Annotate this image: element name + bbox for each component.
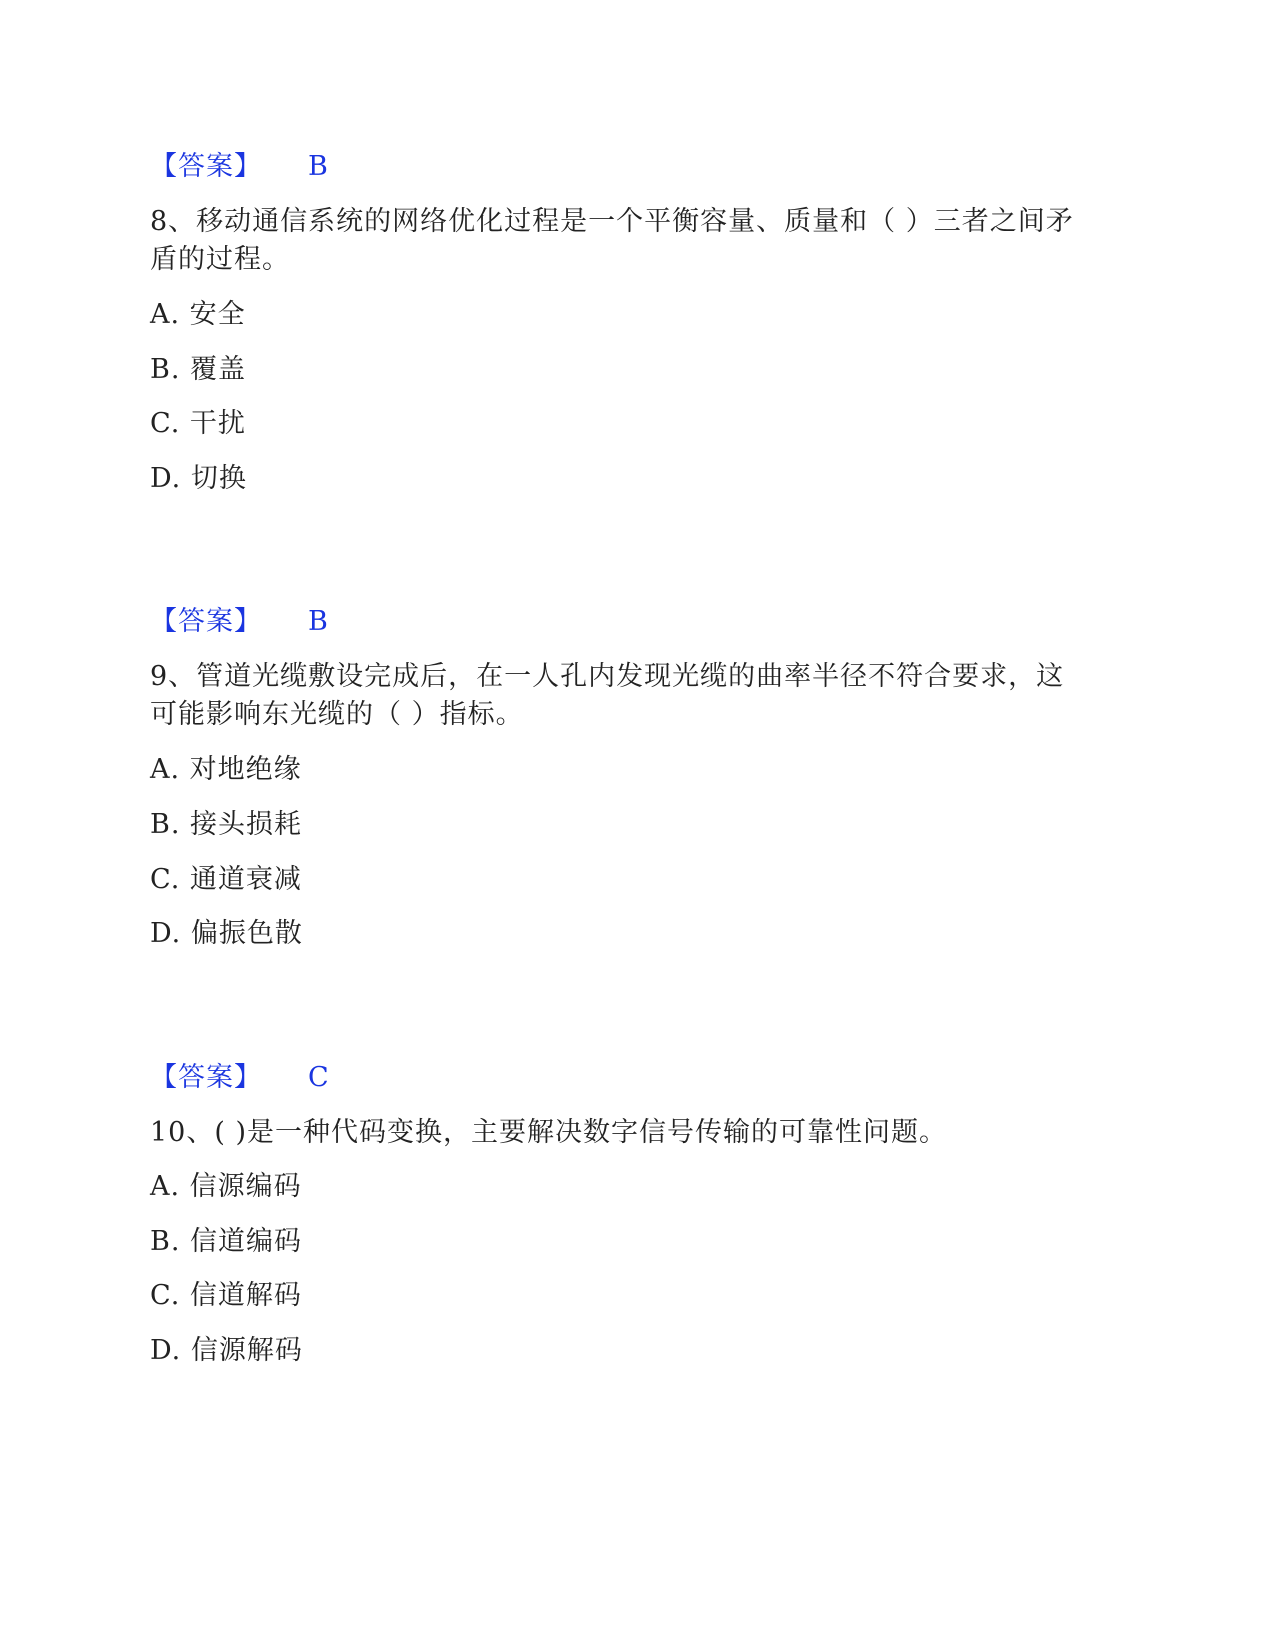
question-stem: 9、管道光缆敷设完成后，在一人孔内发现光缆的曲率半径不符合要求，这: [150, 661, 1065, 692]
answer-value: B: [308, 151, 329, 182]
question-stem: 10、( )是一种代码变换，主要解决数字信号传输的可靠性问题。: [150, 1117, 948, 1148]
question-stem: 可能影响东光缆的（ ）指标。: [150, 699, 524, 730]
answer-label: 【答案】: [150, 151, 262, 182]
option-c: C. 信道解码: [150, 1280, 302, 1311]
option-c: C. 干扰: [150, 408, 246, 439]
answer-value: B: [308, 606, 329, 637]
option-a: A. 信源编码: [150, 1171, 302, 1202]
answer-line: [150, 602, 329, 642]
question-stem: 8、移动通信系统的网络优化过程是一个平衡容量、质量和（ ）三者之间矛: [150, 206, 1074, 237]
option-d: D. 信源解码: [150, 1335, 303, 1366]
option-d: D. 偏振色散: [150, 918, 303, 949]
question-stem: 盾的过程。: [150, 244, 290, 275]
answer-line: [150, 147, 329, 187]
option-d: D. 切换: [150, 463, 247, 494]
option-b: B. 信道编码: [150, 1226, 303, 1257]
option-c: C. 通道衰减: [150, 864, 302, 895]
answer-label: 【答案】: [150, 1062, 262, 1093]
option-b: B. 覆盖: [150, 354, 247, 385]
answer-line: [150, 1058, 330, 1098]
answer-value: C: [308, 1062, 330, 1093]
option-a: A. 安全: [150, 299, 246, 330]
option-a: A. 对地绝缘: [150, 754, 302, 785]
option-b: B. 接头损耗: [150, 809, 303, 840]
answer-label: 【答案】: [150, 606, 262, 637]
